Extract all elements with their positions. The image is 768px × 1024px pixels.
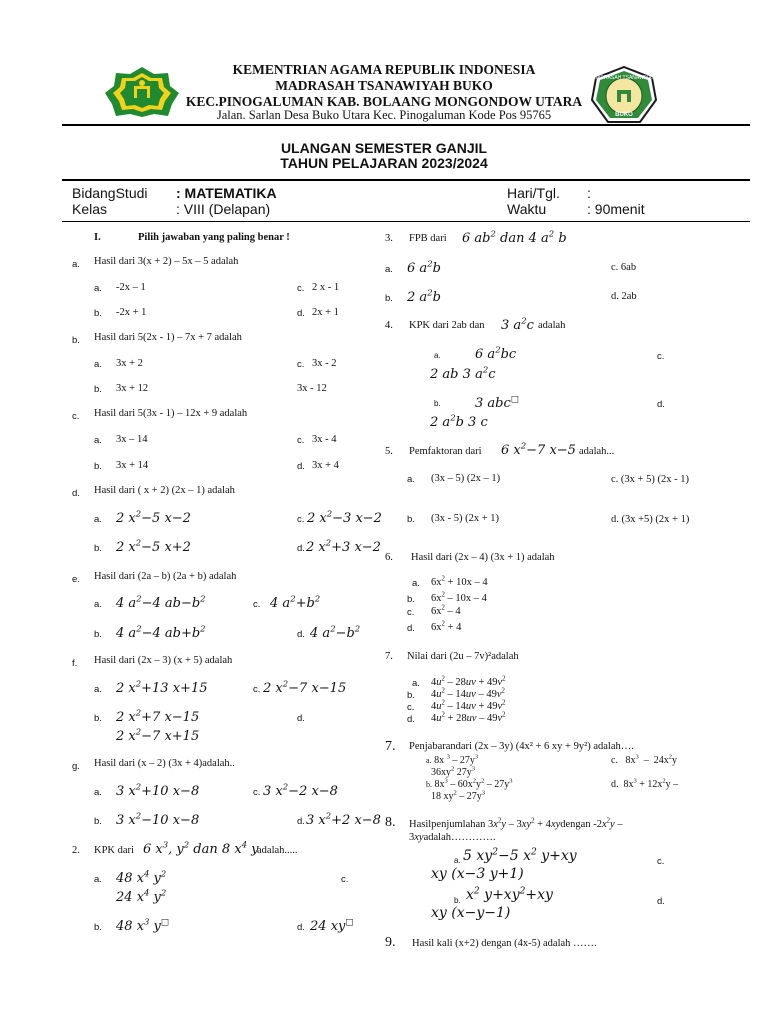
option-d-part2: 18 $xy^2 - 27y^3$	[431, 789, 485, 802]
option-label: c.	[341, 874, 349, 885]
option-d: 2 $x^2-7$ x+15	[116, 726, 200, 744]
option-a: -2x – 1	[116, 282, 146, 293]
option-d: d. (3x +5) (2x + 1)	[611, 514, 690, 525]
option-label: b.	[454, 896, 461, 905]
option-label: c.	[407, 607, 415, 618]
option-label: b.	[407, 690, 415, 701]
question-text: FPB dari	[409, 233, 447, 244]
question-text: Nilai dari (2u – 7v)²adalah	[407, 651, 519, 662]
option-label: a.	[94, 283, 102, 294]
option-label: d.	[407, 714, 415, 725]
option-label: d.	[297, 308, 305, 319]
option-d: $4u^2 + 28uv - 49v^2$	[431, 711, 506, 724]
option-label: c.	[297, 435, 305, 446]
section-number: I.	[94, 232, 101, 243]
option-c: 4 $a^2+b^2$	[270, 593, 321, 611]
option-c: 2 x - 1	[312, 282, 340, 293]
option-d: $6x^2 + 4$	[431, 620, 462, 633]
option-a: 6 $a^2b$	[407, 258, 441, 276]
question-expression: 6 $ab^2$ dan 4 $a^2$ b	[462, 228, 567, 246]
option-label: b.	[94, 816, 102, 827]
question-number: 7.	[385, 651, 393, 662]
question-text-post: adalah.....	[257, 845, 298, 856]
option-d: 4 $a^2-b^2$	[310, 623, 361, 641]
option-label: b.	[94, 629, 102, 640]
option-d-part1: d. $8x^3 + 12x^2y$ –	[611, 777, 679, 790]
option-b: 2 $a^2b$	[407, 287, 441, 305]
option-a: 2 $x^2-5$ x−2	[116, 508, 191, 526]
option-c: 2 $x^2-3$ x−2	[307, 508, 382, 526]
option-label: c.	[297, 359, 305, 370]
option-a: 4 $a^2-4$ $ab-b^2$	[116, 593, 206, 611]
header-school: MADRASAH TSANAWIYAH BUKO	[275, 78, 493, 93]
question-text: Hasil dari (2x – 3) (x + 5) adalah	[94, 655, 233, 666]
option-label: c.	[657, 856, 665, 867]
option-c: 2 $x^2-7$ x−15	[263, 678, 347, 696]
option-d: 2x + 1	[312, 307, 339, 318]
option-c: c. (3x + 5) (2x - 1)	[611, 474, 689, 485]
option-d: 3x + 4	[312, 460, 339, 471]
question-text: Hasil dari 5(2x - 1) – 7x + 7 adalah	[94, 332, 242, 343]
question-text: Hasil dari (2a – b) (2a + b) adalah	[94, 571, 237, 582]
option-d: 3 $x^2+2$ x−8	[306, 810, 381, 828]
option-label: b.	[94, 384, 102, 395]
question-number: 6.	[385, 552, 393, 563]
option-label: b.	[94, 461, 102, 472]
option-c: 3x - 2	[312, 358, 337, 369]
option-c: 3 $x^2-2$ x−8	[263, 781, 338, 799]
option-label: b.	[385, 293, 393, 304]
option-a: 2 $x^2+13$ x+15	[116, 678, 208, 696]
option-c: 2 ab 3 $a^2c$	[430, 364, 496, 382]
question-text: Hasil dari ( x + 2) (2x – 1) adalah	[94, 485, 235, 496]
question-number: 8.	[385, 815, 396, 830]
time-value: : 90menit	[587, 201, 645, 217]
option-label: a.	[94, 435, 102, 446]
option-b: 3 abc□	[475, 393, 519, 411]
question-text: Hasil dari (2x – 4) (3x + 1) adalah	[411, 552, 555, 563]
option-label: a.	[454, 856, 461, 865]
subject-label: BidangStudi	[72, 185, 148, 201]
option-label: a.	[94, 787, 102, 798]
option-c: $6x^2 - 4$	[431, 604, 461, 617]
option-a: 3 $x^2+10$ x−8	[116, 781, 200, 799]
option-b: (3x - 5) (2x + 1)	[431, 513, 500, 524]
option-d: 2 $a^2b$ 3 c	[430, 412, 488, 430]
info-bottom-rule	[62, 221, 750, 222]
option-a: (3x – 5) (2x – 1)	[431, 473, 501, 484]
question-text: Hasil dari (x – 2) (3x + 4)adalah..	[94, 758, 235, 769]
option-label: a.	[94, 514, 102, 525]
option-label: d.	[657, 896, 665, 907]
option-label: d.	[407, 623, 415, 634]
option-c: 24 $x^4$ $y^2$	[116, 887, 167, 905]
option-label: a.	[412, 578, 420, 589]
option-label: d.	[297, 713, 305, 724]
option-b: 3x + 12	[116, 383, 149, 394]
question-number: 3.	[385, 233, 393, 244]
option-label: b.	[94, 713, 102, 724]
option-c: xy (x−3 y+1)	[431, 866, 524, 882]
day-label: Hari/Tgl.	[507, 185, 560, 201]
option-label: c.	[253, 684, 261, 695]
option-label: d.	[297, 461, 305, 472]
question-number: g.	[72, 761, 80, 772]
option-d: xy (x−y−1)	[431, 905, 511, 921]
option-b: $6x^2 - 10x - 4$	[431, 591, 487, 604]
question-number: 4.	[385, 320, 393, 331]
exam-year: TAHUN PELAJARAN 2023/2024	[280, 155, 488, 171]
question-number: d.	[72, 488, 80, 499]
question-number: 5.	[385, 446, 393, 457]
option-a: 6 $a^2bc$	[475, 344, 517, 362]
option-label: b.	[94, 922, 102, 933]
question-number: a.	[72, 259, 80, 270]
option-label: d.	[297, 629, 305, 640]
option-a: 3x + 2	[116, 358, 143, 369]
option-label: c.	[253, 787, 261, 798]
option-c-part2: $36xy^2$ $27y^3$	[431, 765, 475, 778]
option-label: b.	[434, 399, 441, 408]
option-b: 3 $x^2-10$ x−8	[116, 810, 200, 828]
header-divider	[62, 124, 750, 126]
question-text: Hasil dari 5(3x - 1) – 12x + 9 adalah	[94, 408, 248, 419]
option-label: a.	[94, 684, 102, 695]
option-label: c.	[657, 351, 665, 362]
option-d: 2 $x^2+3$ x−2	[306, 537, 381, 555]
question-number: f.	[72, 658, 78, 669]
question-text: Hasil kali (x+2) dengan (4x-5) adalah …….	[412, 938, 597, 949]
option-label: b.	[407, 514, 415, 525]
question-number: 9.	[385, 935, 396, 950]
option-c: 3x - 4	[312, 434, 337, 445]
option-label: b.	[407, 594, 415, 605]
option-a: a. 8x $^3 - 27y^3$	[426, 753, 479, 766]
question-number: c.	[72, 411, 80, 422]
option-label: a.	[94, 599, 102, 610]
option-label: d.	[297, 922, 305, 933]
class-value: : VIII (Delapan)	[176, 201, 271, 217]
question-number: b.	[72, 335, 80, 346]
option-b: 48 $x^3$ y□	[116, 916, 169, 934]
option-b: -2x + 1	[116, 307, 147, 318]
question-number: e.	[72, 574, 80, 585]
option-label: c.	[407, 702, 415, 713]
question-text-post: adalah...	[579, 446, 615, 457]
option-b: b. $8x^3 - 60x^2y^2 - 27y^3$	[426, 777, 513, 790]
question-text-pre: KPK dari	[94, 845, 134, 856]
question-text: Hasilpenjumlahan $3x^2y - 3xy^2$ + 4xydengan $-2x^2y$ – 3xyadalah………….	[409, 817, 623, 843]
option-b: 3x + 14	[116, 460, 149, 471]
option-label: b.	[94, 543, 102, 554]
option-label: d.	[297, 543, 305, 554]
option-d: d. 2ab	[611, 291, 637, 302]
option-label: a.	[94, 359, 102, 370]
option-label: a.	[385, 264, 393, 275]
option-b: $x^2$ $y+xy^2+xy$	[466, 886, 553, 903]
option-a: 5 $xy^2-5$ $x^2$ y+xy	[463, 847, 577, 864]
option-b: 2 $x^2+7$ x−15	[116, 707, 200, 725]
option-b: $4u^2 - 14uv - 49v^2$	[431, 687, 505, 700]
question-number: 2.	[72, 845, 80, 856]
option-c-part1: c. $8x^3 - 24x^2y$	[611, 753, 677, 766]
option-c: $4u^2 - 14uv + 49v^2$	[431, 699, 506, 712]
option-b: 2 $x^2-5$ x+2	[116, 537, 191, 555]
question-text-post: adalah	[538, 320, 566, 331]
question-expression: 6 $x^3$, $y^2$ dan 8 $x^4$ y	[143, 839, 259, 857]
option-d: 24 xy□	[310, 916, 354, 934]
question-text-pre: KPK dari 2ab dan	[409, 320, 485, 331]
header-address: Jalan. Sarlan Desa Buko Utara Kec. Pinogaluman Kode Pos 95765	[216, 108, 552, 122]
option-label: a.	[434, 351, 441, 360]
question-text-pre: Pemfaktoran dari	[409, 446, 482, 457]
option-label: d.	[297, 816, 305, 827]
header-ministry: KEMENTRIAN AGAMA REPUBLIK INDONESIA	[232, 62, 536, 77]
question-text: Hasil dari 3(x + 2) – 5x – 5 adalah	[94, 256, 239, 267]
section-instruction: Pilih jawaban yang paling benar !	[138, 232, 290, 243]
option-label: c.	[297, 514, 305, 525]
option-label: b.	[94, 308, 102, 319]
school-logo-text: MADRASAH TSANAWIYAH	[592, 75, 656, 81]
question-number: 7.	[385, 739, 396, 754]
option-a: $6x^2 + 10x - 4$	[431, 575, 488, 588]
option-a: 48 $x^4$ $y^2$	[116, 868, 167, 886]
option-label: d.	[657, 399, 665, 410]
info-top-rule	[62, 179, 750, 181]
day-value: :	[587, 185, 591, 201]
question-expression: 6 $x^2-7$ x−5	[501, 440, 576, 458]
option-b: 4 $a^2-4$ $ab+b^2$	[116, 623, 206, 641]
option-c: c. 6ab	[611, 262, 637, 273]
option-label: a.	[412, 678, 420, 689]
option-label: a.	[94, 874, 102, 885]
option-label: c.	[253, 599, 261, 610]
option-label: c.	[297, 283, 305, 294]
header-district: KEC.PINOGALUMAN KAB. BOLAANG MONGONDOW UTARA	[185, 94, 583, 109]
option-d: 3x - 12	[297, 383, 327, 394]
question-expression: 3 $a^2c$	[501, 315, 534, 333]
question-text: Penjabarandari (2x – 3y) (4x² + 6 xy + 9y²) adalah….	[409, 741, 634, 752]
exam-title: ULANGAN SEMESTER GANJIL	[280, 140, 488, 156]
option-label: a.	[407, 474, 415, 485]
time-label: Waktu	[507, 201, 547, 217]
class-label: Kelas	[72, 201, 108, 217]
subject-value: : MATEMATIKA	[176, 185, 277, 201]
option-a: 3x – 14	[116, 434, 148, 445]
school-logo	[590, 66, 658, 126]
option-a: $4u^2 - 28uv + 49v^2$	[431, 675, 506, 688]
school-logo-buko: BUKO	[615, 112, 633, 118]
